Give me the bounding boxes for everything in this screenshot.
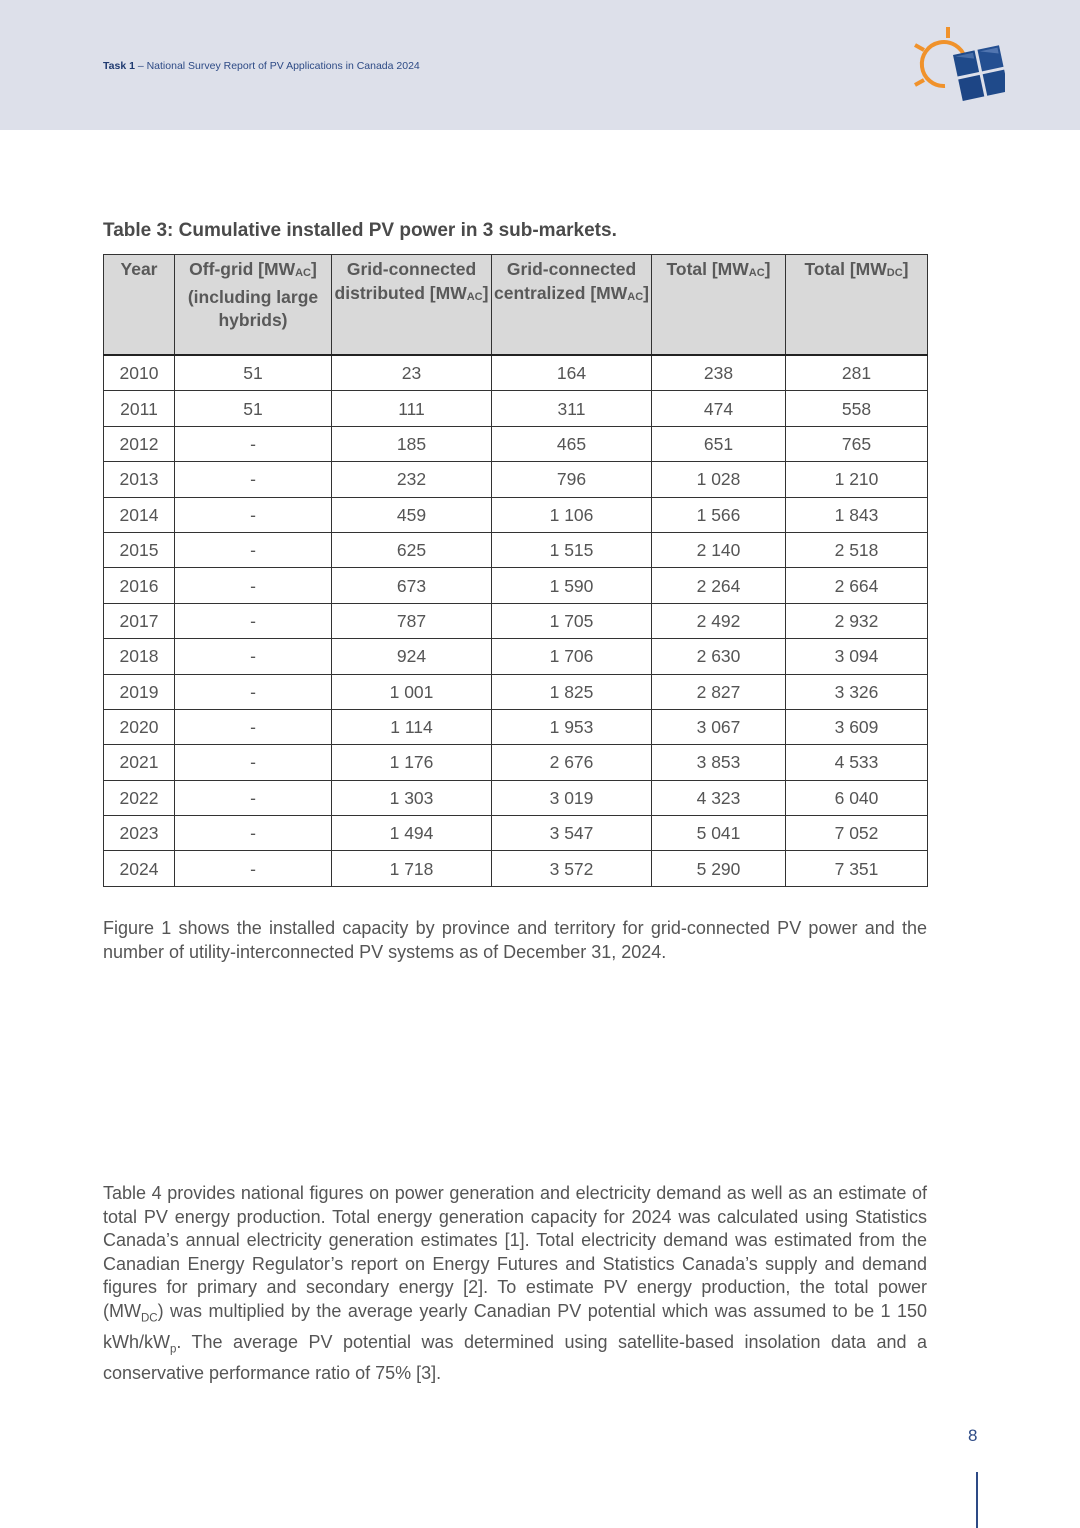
value-cell: - [175, 816, 332, 851]
header-text: ] (including large hybrids) [187, 259, 319, 330]
header-subscript: AC [627, 290, 644, 303]
value-cell: 3 547 [492, 816, 652, 851]
sun-solar-panel-logo-icon [905, 25, 1005, 113]
table-row [104, 391, 928, 426]
header-text: Year [120, 259, 158, 279]
value-cell: 1 114 [332, 709, 492, 744]
table4-paragraph [103, 1182, 927, 1385]
value-cell: 3 326 [786, 674, 928, 709]
table-header-row [104, 255, 928, 356]
column-header [652, 255, 786, 356]
column-header [786, 255, 928, 356]
value-cell: 6 040 [786, 780, 928, 815]
value-cell: 2 664 [786, 568, 928, 603]
value-cell: 1 566 [652, 497, 786, 532]
value-cell: 2 932 [786, 603, 928, 638]
table-row [104, 780, 928, 815]
year-cell: 2021 [104, 745, 175, 780]
value-cell: 5 041 [652, 816, 786, 851]
header-text: ] [643, 282, 649, 303]
value-cell: 924 [332, 639, 492, 674]
value-cell: - [175, 745, 332, 780]
header-text: ] [482, 282, 489, 303]
value-cell: 765 [786, 426, 928, 461]
column-header [332, 255, 492, 356]
value-cell: 164 [492, 355, 652, 391]
value-cell: - [175, 568, 332, 603]
table-row [104, 674, 928, 709]
value-cell: 7 052 [786, 816, 928, 851]
year-cell: 2013 [104, 462, 175, 497]
year-cell: 2011 [104, 391, 175, 426]
text-run: Table 4 provides national figures on power generation and electricity demand as well as an estimate of total PV energy production. Total energy generation capacity for 2024 was calculated using Statistics Canada’s annual electricity generation estimates [1]. Total electricity demand was estimated from the Canadian Energy Regulator’s report on Energy Futures and Statistics Canada’s supply and demand figures for primary and secondary energy [2]. To estimate PV energy production, the total power (MW [103, 1183, 927, 1321]
pv-power-table [103, 254, 928, 887]
table-row [104, 355, 928, 391]
value-cell: - [175, 674, 332, 709]
value-cell: 2 140 [652, 532, 786, 567]
value-cell: 1 706 [492, 639, 652, 674]
value-cell: 1 106 [492, 497, 652, 532]
value-cell: 787 [332, 603, 492, 638]
solar-panel-icon [953, 45, 1005, 101]
header-text: ] [902, 259, 909, 279]
value-cell: - [175, 709, 332, 744]
value-cell: 1 001 [332, 674, 492, 709]
header-subscript: DC [886, 267, 903, 279]
value-cell: 459 [332, 497, 492, 532]
value-cell: 185 [332, 426, 492, 461]
value-cell: - [175, 851, 332, 886]
year-cell: 2012 [104, 426, 175, 461]
value-cell: 3 067 [652, 709, 786, 744]
year-cell: 2015 [104, 532, 175, 567]
header-text: Off-grid [MW [189, 259, 296, 279]
value-cell: - [175, 639, 332, 674]
table-row [104, 568, 928, 603]
value-cell: 1 590 [492, 568, 652, 603]
year-cell: 2010 [104, 355, 175, 391]
page-rule-divider [976, 1472, 978, 1528]
table-row [104, 462, 928, 497]
value-cell: 625 [332, 532, 492, 567]
value-cell: 1 953 [492, 709, 652, 744]
header-text: Total [MW [804, 259, 887, 279]
value-cell: 3 853 [652, 745, 786, 780]
value-cell: 111 [332, 391, 492, 426]
table-row [104, 426, 928, 461]
table-row [104, 851, 928, 886]
year-cell: 2018 [104, 639, 175, 674]
value-cell: - [175, 497, 332, 532]
value-cell: 2 827 [652, 674, 786, 709]
header-subscript: AC [748, 267, 765, 279]
value-cell: 651 [652, 426, 786, 461]
value-cell: 3 094 [786, 639, 928, 674]
value-cell: 4 533 [786, 745, 928, 780]
column-header [492, 255, 652, 356]
value-cell: - [175, 532, 332, 567]
value-cell: 1 705 [492, 603, 652, 638]
year-cell: 2016 [104, 568, 175, 603]
value-cell: 1 210 [786, 462, 928, 497]
table-row [104, 745, 928, 780]
table-row [104, 497, 928, 532]
table-body [104, 355, 928, 886]
year-cell: 2019 [104, 674, 175, 709]
value-cell: 4 323 [652, 780, 786, 815]
running-header [103, 60, 420, 72]
year-cell: 2014 [104, 497, 175, 532]
value-cell: - [175, 780, 332, 815]
figure-intro-paragraph: Figure 1 shows the installed capacity by province and territory for grid-connected PV power and the number of utility-interconnected PV systems as of December 31, 2024. [103, 918, 927, 962]
year-cell: 2023 [104, 816, 175, 851]
header-subscript: AC [466, 290, 483, 303]
value-cell: 1 303 [332, 780, 492, 815]
value-cell: 474 [652, 391, 786, 426]
value-cell: 2 630 [652, 639, 786, 674]
value-cell: 558 [786, 391, 928, 426]
value-cell: 2 492 [652, 603, 786, 638]
table-row [104, 532, 928, 567]
value-cell: - [175, 462, 332, 497]
header-subscript: AC [295, 267, 311, 279]
value-cell: 238 [652, 355, 786, 391]
task-label: Task 1 [103, 60, 135, 72]
value-cell: 2 518 [786, 532, 928, 567]
subscript: DC [140, 1312, 158, 1325]
table-caption: Table 3: Cumulative installed PV power in 3 sub-markets. [103, 220, 617, 241]
report-title: – National Survey Report of PV Applications in Canada 2024 [134, 60, 420, 72]
text-run: ) was multiplied by the average yearly Canadian PV potential which was assumed to be 1 150 kWh/kW [103, 1300, 927, 1352]
header-text: ] [764, 259, 771, 279]
year-cell: 2020 [104, 709, 175, 744]
value-cell: 2 676 [492, 745, 652, 780]
year-cell: 2022 [104, 780, 175, 815]
value-cell: 1 718 [332, 851, 492, 886]
table-row [104, 709, 928, 744]
header-text: Total [MW [666, 259, 749, 279]
value-cell: 5 290 [652, 851, 786, 886]
value-cell: 2 264 [652, 568, 786, 603]
year-cell: 2017 [104, 603, 175, 638]
page-number: 8 [968, 1426, 978, 1445]
value-cell: 51 [175, 355, 332, 391]
value-cell: 7 351 [786, 851, 928, 886]
value-cell: 1 028 [652, 462, 786, 497]
value-cell: 23 [332, 355, 492, 391]
table-row [104, 816, 928, 851]
header-text: Grid-connected centralized [MW [494, 259, 637, 303]
value-cell: 311 [492, 391, 652, 426]
column-header [175, 255, 332, 356]
value-cell: 51 [175, 391, 332, 426]
value-cell: - [175, 426, 332, 461]
value-cell: 3 019 [492, 780, 652, 815]
value-cell: 465 [492, 426, 652, 461]
value-cell: 3 572 [492, 851, 652, 886]
value-cell: 1 825 [492, 674, 652, 709]
value-cell: 673 [332, 568, 492, 603]
value-cell: 3 609 [786, 709, 928, 744]
text-run: . The average PV potential was determined using satellite-based insolation data and a conservative performance ratio of 75% [3]. [103, 1331, 927, 1383]
value-cell: 232 [332, 462, 492, 497]
value-cell: 1 843 [786, 497, 928, 532]
value-cell: 1 515 [492, 532, 652, 567]
value-cell: - [175, 603, 332, 638]
value-cell: 1 494 [332, 816, 492, 851]
column-header [104, 255, 175, 356]
value-cell: 281 [786, 355, 928, 391]
header-text: Grid-connected distributed [MW [334, 259, 477, 303]
year-cell: 2024 [104, 851, 175, 886]
table-row [104, 603, 928, 638]
subscript: p [170, 1343, 177, 1356]
value-cell: 796 [492, 462, 652, 497]
table-row [104, 639, 928, 674]
value-cell: 1 176 [332, 745, 492, 780]
